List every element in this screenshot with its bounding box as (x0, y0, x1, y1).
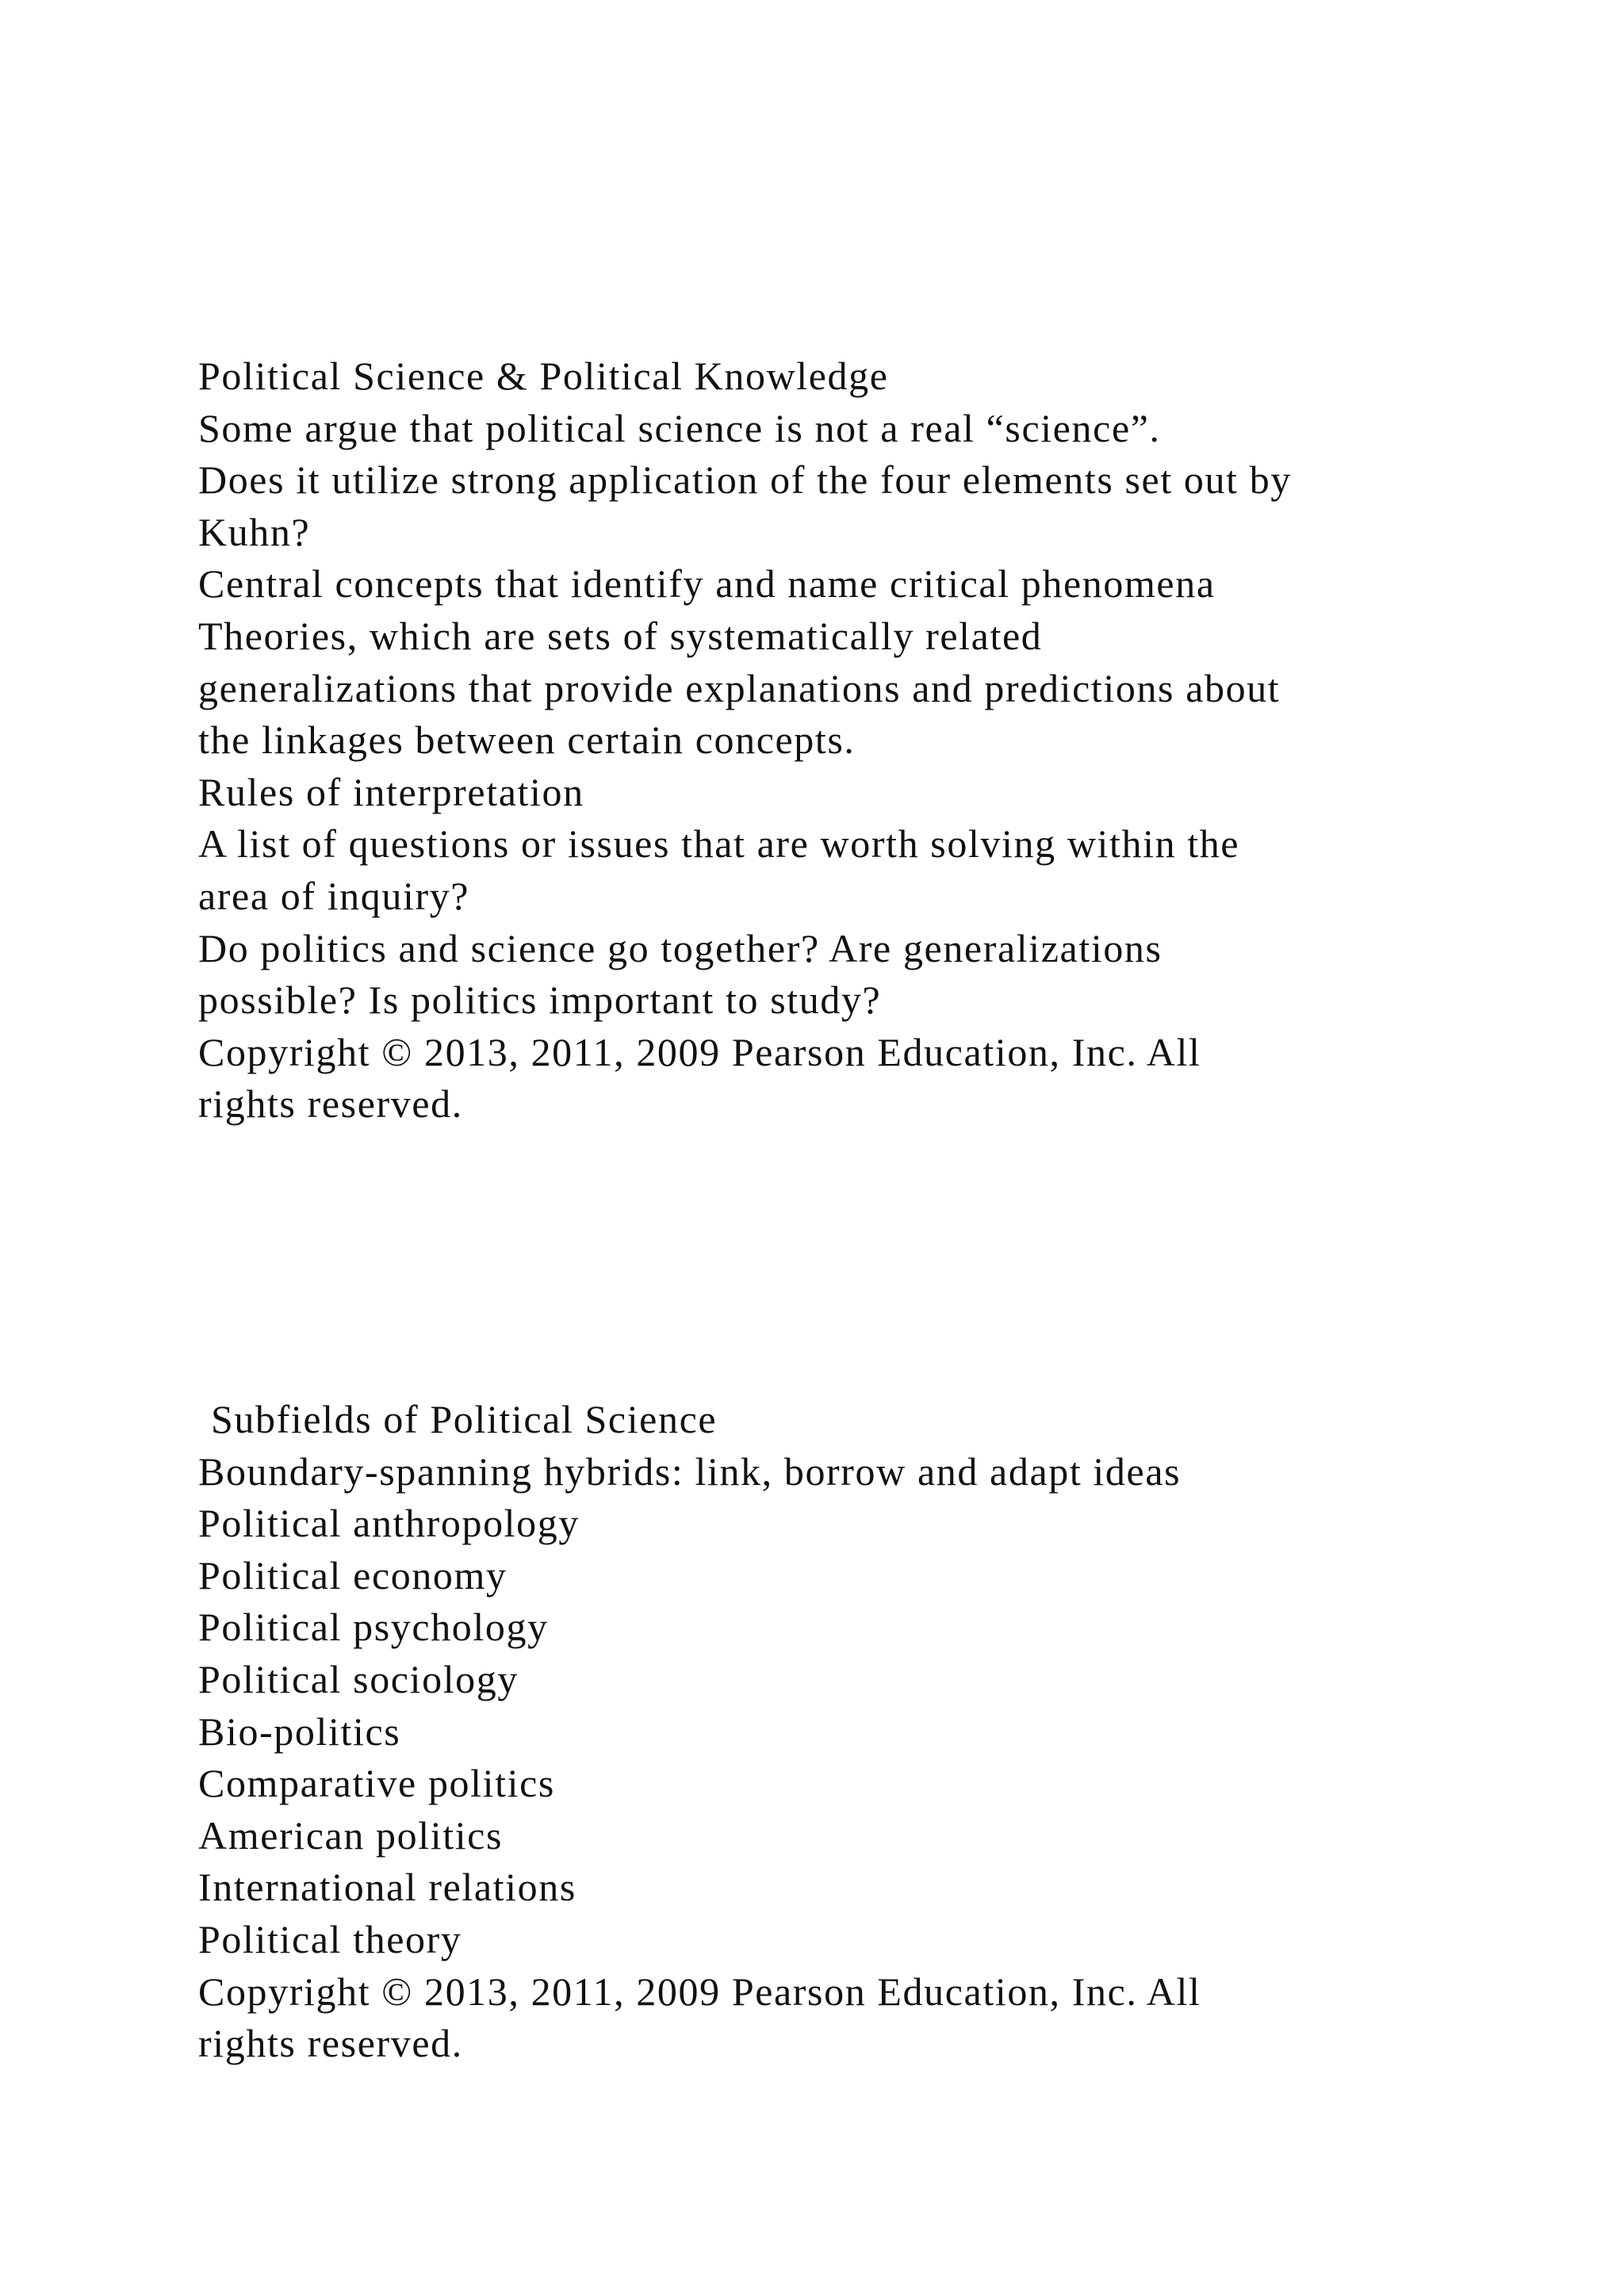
text-line: Some argue that political science is not a real “science”. (198, 405, 1161, 450)
text-line: Kuhn? (198, 509, 311, 554)
list-item: Comparative politics (198, 1761, 555, 1806)
text-line: possible? Is politics important to study? (198, 978, 882, 1023)
copyright-line: Copyright © 2013, 2011, 2009 Pearson Education, Inc. All (198, 1029, 1201, 1074)
list-item: Bio-politics (198, 1709, 401, 1754)
list-item: Political sociology (198, 1656, 519, 1701)
text-line: Central concepts that identify and name critical phenomena (198, 561, 1216, 607)
section-political-knowledge (198, 350, 1530, 1131)
section-heading: Subfields of Political Science (211, 1397, 718, 1441)
copyright-line: Copyright © 2013, 2011, 2009 Pearson Education, Inc. All (198, 1969, 1201, 2014)
list-item: Political economy (198, 1552, 508, 1598)
copyright-line: rights reserved. (198, 1081, 463, 1127)
copyright-line: rights reserved. (198, 2021, 463, 2066)
text-line: Does it utilize strong application of the four elements set out by (198, 457, 1292, 503)
list-item: American politics (198, 1812, 504, 1858)
text-line: area of inquiry? (198, 873, 470, 918)
text-line: Do politics and science go together? Are generalizations (198, 925, 1162, 970)
text-line: the linkages between certain concepts. (198, 718, 856, 763)
text-line: Boundary-spanning hybrids: link, borrow and adapt ideas (198, 1448, 1182, 1494)
list-item: Political psychology (198, 1605, 549, 1650)
list-item: International relations (198, 1865, 576, 1910)
text-line: Theories, which are sets of systematically related (198, 613, 1043, 658)
section-subfields (198, 1394, 1530, 2070)
list-item: Political theory (198, 1916, 462, 1961)
text-line: A list of questions or issues that are worth solving within the (198, 821, 1240, 867)
text-line: generalizations that provide explanations and predictions about (198, 665, 1281, 710)
text-line: Rules of interpretation (198, 769, 584, 814)
list-item: Political anthropology (198, 1501, 580, 1546)
section-heading: Political Science & Political Knowledge (198, 354, 889, 398)
